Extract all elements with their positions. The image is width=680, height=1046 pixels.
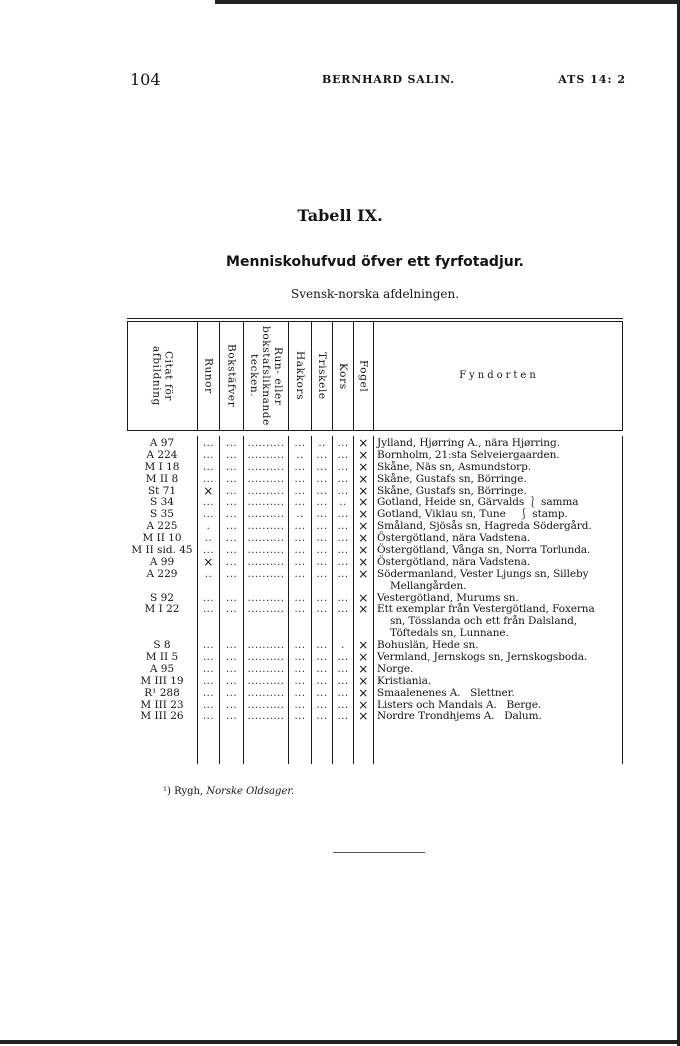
cell-run: .......... bbox=[247, 521, 285, 533]
cell-hak: ... bbox=[294, 521, 306, 533]
cell-citat: S 8 bbox=[153, 639, 171, 652]
cell-bok: ... bbox=[225, 568, 238, 580]
cell-fogel: × bbox=[358, 685, 369, 700]
cell-fyndort: Jylland, Hjørring A., nära Hjørring. bbox=[377, 437, 560, 449]
cell-hak: ... bbox=[294, 473, 306, 485]
cell-runor: ... bbox=[202, 545, 215, 557]
cell-fyndort: Skåne, Gustafs sn, Börringe. bbox=[377, 472, 527, 485]
cell-fogel: × bbox=[358, 519, 369, 534]
cell-bok: ... bbox=[225, 592, 238, 604]
cell-fogel: × bbox=[358, 531, 369, 546]
section-title: Svensk-norska afdelningen. bbox=[290, 287, 460, 301]
cell-run: .......... bbox=[247, 509, 285, 521]
cell-fyndort: Småland, Sjösås sn, Hagreda Södergård. bbox=[377, 520, 592, 533]
cell-tri: ... bbox=[316, 675, 328, 687]
cell-tri: ... bbox=[316, 545, 328, 557]
cell-runor: ... bbox=[202, 497, 215, 509]
cell-citat: M III 19 bbox=[140, 674, 184, 687]
cell-citat: S 35 bbox=[150, 508, 174, 521]
table-top-rule-2 bbox=[127, 321, 623, 322]
cell-fogel: × bbox=[358, 673, 369, 688]
cell-fogel: × bbox=[358, 590, 369, 605]
cell-bok: ... bbox=[225, 545, 238, 557]
cell-fyndort: Kristiania. bbox=[377, 674, 432, 687]
end-rule bbox=[333, 852, 425, 853]
cell-runor: ... bbox=[202, 640, 215, 652]
cell-citat: M I 22 bbox=[144, 603, 180, 616]
cell-tri: ... bbox=[316, 663, 328, 675]
cell-run: .......... bbox=[247, 568, 285, 580]
header-hakkors bbox=[289, 324, 311, 428]
running-title: BERNHARD SALIN. bbox=[322, 73, 455, 86]
cell-hak: ... bbox=[294, 640, 306, 652]
table-title: Tabell IX. bbox=[297, 206, 383, 225]
cell-runor: ... bbox=[202, 592, 215, 604]
cell-run: .......... bbox=[247, 438, 285, 449]
page-header bbox=[130, 70, 626, 90]
cell-runor: × bbox=[203, 483, 214, 498]
cell-bok: ... bbox=[225, 461, 238, 473]
cell-fogel: × bbox=[358, 697, 369, 712]
cell-runor: ... bbox=[202, 461, 215, 473]
cell-tri: ... bbox=[316, 556, 328, 568]
cell-kors: ... bbox=[337, 485, 349, 497]
cell-tri: ... bbox=[316, 509, 328, 521]
cell-citat: S 92 bbox=[150, 591, 174, 604]
cell-bok: ... bbox=[225, 640, 238, 652]
cell-citat: M III 23 bbox=[140, 698, 184, 711]
cell-runor: ... bbox=[202, 473, 215, 485]
cell-bok: ... bbox=[225, 449, 238, 461]
cell-run: .......... bbox=[247, 604, 285, 616]
table-row bbox=[0, 628, 680, 640]
cell-runor: ... bbox=[202, 699, 215, 711]
cell-fyndort: Östergötland, Vånga sn, Norra Torlunda. bbox=[377, 544, 591, 557]
cell-hak: ... bbox=[294, 533, 306, 545]
cell-hak: ... bbox=[294, 711, 306, 723]
cell-fogel: × bbox=[358, 447, 369, 462]
cell-tri: ... bbox=[316, 592, 328, 604]
cell-fogel: × bbox=[358, 554, 369, 569]
cell-kors: ... bbox=[337, 473, 349, 485]
cell-bok: ... bbox=[225, 663, 238, 675]
cell-fogel: × bbox=[358, 638, 369, 653]
cell-run: .......... bbox=[247, 663, 285, 675]
cell-kors: ... bbox=[337, 545, 349, 557]
cell-fyndort: Södermanland, Vester Ljungs sn, Silleby bbox=[377, 567, 589, 580]
cell-fogel: × bbox=[358, 471, 369, 486]
cell-run: .......... bbox=[247, 699, 285, 711]
header-bokstafver-label: Bokstäfver bbox=[225, 344, 238, 408]
cell-bok: ... bbox=[225, 497, 238, 509]
cell-tri: ... bbox=[316, 640, 328, 652]
cell-kors: .. bbox=[339, 497, 347, 509]
cell-hak: ... bbox=[294, 461, 306, 473]
cell-fyndort: Ett exemplar från Vestergötland, Foxerna bbox=[377, 603, 595, 616]
cell-kors: ... bbox=[337, 449, 349, 461]
cell-fogel: × bbox=[358, 650, 369, 665]
cell-citat: M II sid. 45 bbox=[131, 544, 193, 557]
cell-tri: ... bbox=[316, 699, 328, 711]
cell-run: .......... bbox=[247, 592, 285, 604]
header-runor-label: Runor bbox=[202, 358, 215, 394]
cell-tri: ... bbox=[316, 497, 328, 509]
cell-citat: R¹ 288 bbox=[144, 686, 180, 699]
journal-reference: ATS 14: 2 bbox=[558, 73, 626, 86]
cell-fogel: × bbox=[358, 661, 369, 676]
table-row bbox=[0, 471, 680, 486]
cell-kors: ... bbox=[337, 556, 349, 568]
table-row bbox=[0, 616, 680, 628]
cell-kors: ... bbox=[337, 652, 349, 664]
cell-kors: ... bbox=[337, 521, 349, 533]
cell-run: .......... bbox=[247, 449, 285, 461]
cell-hak: ... bbox=[294, 663, 306, 675]
cell-tri: ... bbox=[316, 485, 328, 497]
cell-kors: ... bbox=[337, 687, 349, 699]
cell-runor: ... bbox=[202, 687, 215, 699]
cell-hak: ... bbox=[294, 652, 306, 664]
cell-bok: ... bbox=[225, 533, 238, 545]
cell-fogel: × bbox=[358, 459, 369, 474]
cell-hak: ... bbox=[294, 545, 306, 557]
cell-citat: A 97 bbox=[149, 437, 175, 449]
cell-citat: A 224 bbox=[146, 448, 178, 461]
cell-runor: ... bbox=[202, 604, 215, 616]
cell-run: .......... bbox=[247, 497, 285, 509]
cell-fogel: × bbox=[358, 543, 369, 558]
cell-fyndort: Gotland, Viklau sn, Tune ⎰ stamp. bbox=[377, 508, 568, 521]
header-fogel bbox=[354, 324, 373, 428]
header-fogel-label: Fogel bbox=[357, 359, 370, 393]
cell-citat: M III 26 bbox=[140, 710, 184, 723]
cell-runor: ... bbox=[202, 652, 215, 664]
cell-run: .......... bbox=[247, 533, 285, 545]
cell-hak: ... bbox=[294, 556, 306, 568]
cell-citat: M II 5 bbox=[145, 651, 179, 664]
cell-hak: .. bbox=[296, 449, 304, 461]
table-header-rule bbox=[127, 430, 623, 431]
cell-fyndort: Skåne, Gustafs sn, Börringe. bbox=[377, 484, 527, 497]
cell-kors: ... bbox=[337, 461, 349, 473]
cell-fogel: × bbox=[358, 507, 369, 522]
cell-citat: A 225 bbox=[146, 520, 178, 533]
cell-runor: × bbox=[203, 554, 214, 569]
table-row bbox=[0, 685, 680, 700]
cell-run: .......... bbox=[247, 461, 285, 473]
cell-runor: ... bbox=[202, 675, 215, 687]
cell-kors: ... bbox=[337, 568, 349, 580]
table-top-rule bbox=[127, 318, 623, 319]
cell-citat: M II 8 bbox=[145, 472, 179, 485]
cell-run: .......... bbox=[247, 556, 285, 568]
cell-hak: ... bbox=[294, 497, 306, 509]
cell-tri: ... bbox=[316, 473, 328, 485]
cell-run: .......... bbox=[247, 485, 285, 497]
cell-fyndort: Östergötland, nära Vadstena. bbox=[377, 555, 531, 568]
table-row bbox=[0, 604, 680, 616]
cell-bok: ... bbox=[225, 711, 238, 723]
cell-fyndort: Nordre Trondhjems A. Dalum. bbox=[377, 710, 542, 723]
cell-bok: ... bbox=[225, 687, 238, 699]
footnote-source: Norske Oldsager. bbox=[206, 786, 295, 797]
cell-tri: ... bbox=[316, 568, 328, 580]
cell-kors: ... bbox=[337, 438, 349, 449]
header-kors bbox=[333, 324, 353, 428]
cell-run: .......... bbox=[247, 640, 285, 652]
cell-bok: ... bbox=[225, 521, 238, 533]
header-citat-label: Citat för afbildning bbox=[150, 346, 175, 406]
cell-tri: .. bbox=[318, 438, 326, 449]
cell-fyndort: Gotland, Heide sn, Gärvalds ⎱ samma bbox=[377, 496, 579, 509]
cell-hak: ... bbox=[294, 592, 306, 604]
header-bokstafver bbox=[220, 324, 243, 428]
cell-hak: ... bbox=[294, 699, 306, 711]
cell-kors: ... bbox=[337, 663, 349, 675]
cell-kors: ... bbox=[337, 604, 349, 616]
table-body bbox=[0, 438, 680, 723]
header-hakkors-label: Hakkors bbox=[294, 351, 306, 401]
cell-citat: St 71 bbox=[147, 484, 177, 497]
cell-kors: ... bbox=[337, 699, 349, 711]
cell-fogel: × bbox=[358, 709, 369, 724]
cell-bok: ... bbox=[225, 473, 238, 485]
table-row bbox=[0, 497, 680, 509]
cell-tri: ... bbox=[316, 652, 328, 664]
table-row bbox=[0, 661, 680, 676]
cell-tri: ... bbox=[316, 687, 328, 699]
table-row bbox=[0, 566, 680, 581]
cell-fyndort: Töftedals sn, Lunnane. bbox=[377, 627, 509, 640]
cell-citat: A 229 bbox=[146, 567, 178, 580]
page-frame-top bbox=[215, 0, 680, 4]
table-row bbox=[0, 545, 680, 557]
cell-hak: ... bbox=[294, 604, 306, 616]
cell-fyndort: Norge. bbox=[377, 662, 414, 675]
cell-tri: ... bbox=[316, 461, 328, 473]
cell-runor: ... bbox=[202, 438, 215, 449]
cell-kors: ... bbox=[337, 509, 349, 521]
footnote-mark: ¹) Rygh, bbox=[163, 786, 204, 797]
page-number: 104 bbox=[130, 70, 161, 89]
cell-run: .......... bbox=[247, 473, 285, 485]
cell-bok: ... bbox=[225, 652, 238, 664]
cell-fyndort: Mellangården. bbox=[377, 579, 467, 592]
table-row bbox=[0, 447, 680, 462]
cell-bok: ... bbox=[225, 556, 238, 568]
cell-tri: ... bbox=[316, 711, 328, 723]
header-runor bbox=[198, 324, 219, 428]
cell-tri: ... bbox=[316, 521, 328, 533]
header-citat bbox=[128, 324, 197, 428]
cell-bok: ... bbox=[225, 604, 238, 616]
cell-runor: ... bbox=[202, 449, 215, 461]
cell-kors: ... bbox=[337, 533, 349, 545]
table-row bbox=[0, 673, 680, 688]
cell-bok: ... bbox=[225, 675, 238, 687]
header-runtecken-label: Run- eller bokstafsliknande tecken. bbox=[248, 326, 284, 426]
cell-kors: ... bbox=[337, 675, 349, 687]
cell-fyndort: Vermland, Jernskogs sn, Jernskogsboda. bbox=[377, 651, 588, 664]
cell-runor: .. bbox=[204, 568, 213, 580]
cell-citat: M I 18 bbox=[144, 460, 180, 473]
cell-fyndort: Vestergötland, Murums sn. bbox=[377, 591, 519, 604]
page-frame-bottom bbox=[0, 1040, 680, 1044]
cell-fogel: × bbox=[358, 566, 369, 581]
cell-hak: ... bbox=[294, 485, 306, 497]
cell-citat: M II 10 bbox=[142, 532, 182, 545]
table-row bbox=[0, 652, 680, 664]
cell-run: .......... bbox=[247, 652, 285, 664]
cell-tri: ... bbox=[316, 604, 328, 616]
cell-fyndort: Östergötland, nära Vadstena. bbox=[377, 532, 531, 545]
cell-hak: ... bbox=[294, 687, 306, 699]
cell-citat: A 95 bbox=[149, 662, 175, 675]
cell-runor: ... bbox=[202, 711, 215, 723]
cell-bok: ... bbox=[225, 438, 238, 449]
cell-citat: S 34 bbox=[150, 496, 174, 509]
table-subtitle: Menniskohufvud öfver ett fyrfotadjur. bbox=[226, 254, 524, 270]
table-row bbox=[0, 554, 680, 569]
table-row bbox=[0, 483, 680, 498]
table-row bbox=[0, 521, 680, 533]
cell-runor: ... bbox=[202, 509, 215, 521]
cell-run: .......... bbox=[247, 711, 285, 723]
cell-fyndort: Bohuslän, Hede sn. bbox=[377, 639, 479, 652]
cell-run: .......... bbox=[247, 687, 285, 699]
cell-fogel: × bbox=[358, 483, 369, 498]
cell-fogel: × bbox=[358, 436, 369, 450]
footnote bbox=[163, 786, 294, 797]
cell-fyndort: Smaalenenes A. Slettner. bbox=[377, 686, 515, 699]
cell-run: .......... bbox=[247, 545, 285, 557]
cell-fyndort: Listers och Mandals A. Berge. bbox=[377, 698, 542, 711]
cell-runor: .. bbox=[204, 533, 213, 545]
cell-fogel: × bbox=[358, 602, 369, 617]
header-fyndorten: Fyndorten bbox=[459, 370, 539, 381]
cell-fogel: × bbox=[358, 495, 369, 510]
cell-hak: ... bbox=[294, 675, 306, 687]
cell-kors: . bbox=[341, 640, 345, 652]
cell-runor: . bbox=[206, 521, 211, 533]
cell-hak: .. bbox=[296, 509, 304, 521]
cell-hak: ... bbox=[294, 568, 306, 580]
cell-fyndort: sn, Tösslanda och ett från Dalsland, bbox=[377, 615, 577, 628]
header-triskele bbox=[312, 324, 332, 428]
cell-run: .......... bbox=[247, 675, 285, 687]
header-kors-label: Kors bbox=[337, 362, 349, 390]
cell-citat: A 99 bbox=[149, 555, 175, 568]
table-row bbox=[0, 697, 680, 712]
cell-tri: ... bbox=[316, 533, 328, 545]
table-row bbox=[0, 459, 680, 474]
cell-bok: ... bbox=[225, 509, 238, 521]
cell-kors: ... bbox=[337, 711, 349, 723]
cell-fyndort: Skåne, Näs sn, Asmundstorp. bbox=[377, 460, 531, 473]
cell-fyndort: Bornholm, 21:sta Selveiergaarden. bbox=[377, 448, 560, 461]
cell-kors: ... bbox=[337, 592, 349, 604]
cell-bok: ... bbox=[225, 699, 238, 711]
header-triskele-label: Triskele bbox=[316, 352, 328, 400]
cell-hak: ... bbox=[294, 438, 306, 449]
table-row bbox=[0, 581, 680, 593]
cell-runor: ... bbox=[202, 663, 215, 675]
header-runtecken bbox=[244, 324, 288, 428]
table-row bbox=[0, 438, 680, 450]
cell-tri: ... bbox=[316, 449, 328, 461]
table-row bbox=[0, 711, 680, 723]
cell-bok: ... bbox=[225, 485, 238, 497]
